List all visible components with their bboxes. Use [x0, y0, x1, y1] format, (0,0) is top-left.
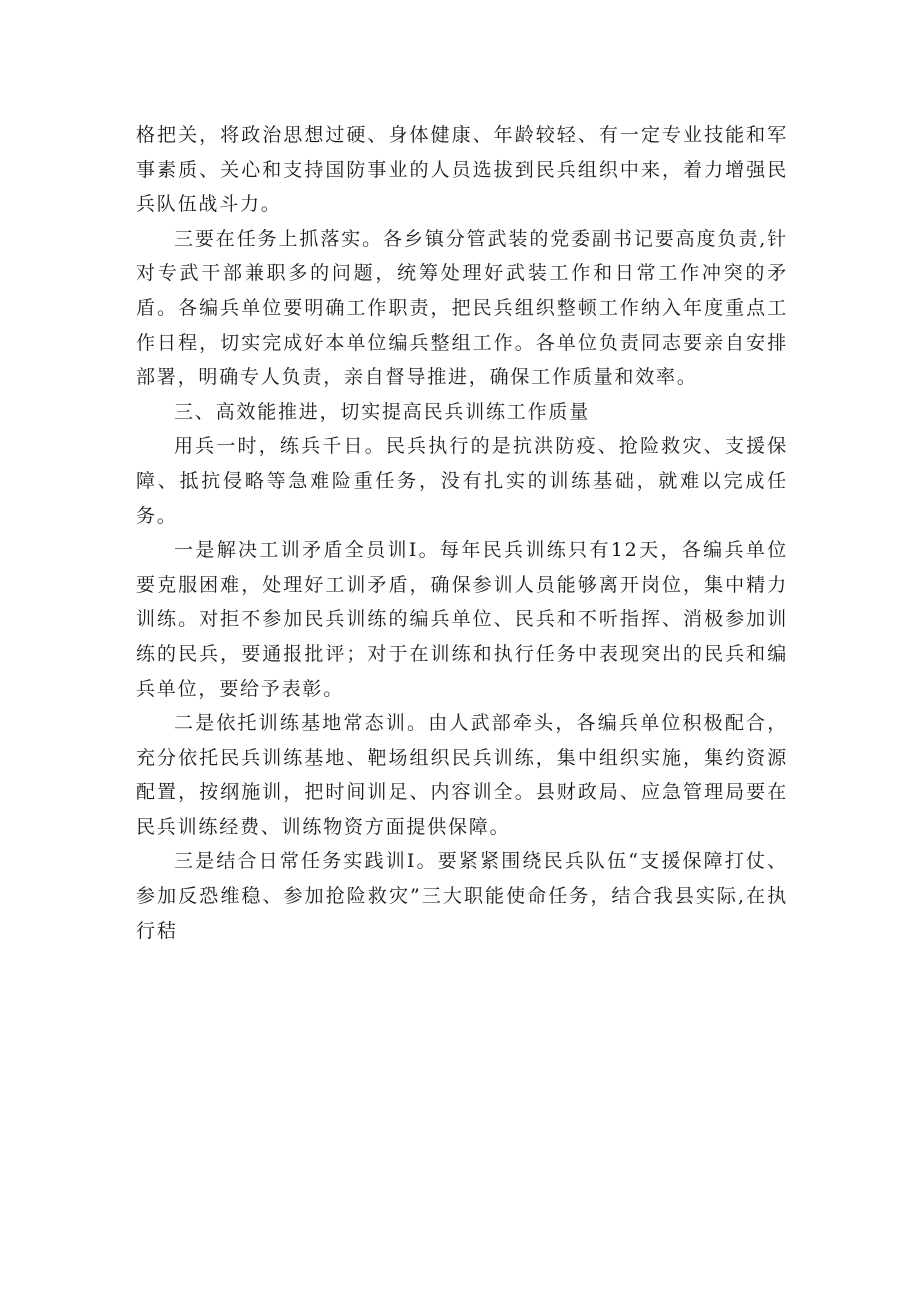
document-body	[136, 118, 788, 948]
paragraph-6: 二是依托训练基地常态训。由人武部牵头，各编兵单位积极配合，充分依托民兵训练基地、靶场组织民兵训练，集中组织实施，集约资源配置，按纲施训，把时间训足、内容训全。县财政局、应急管理局要在民兵训练经费、训练物资方面提供保障。	[136, 712, 788, 838]
paragraph-2: 三要在任务上抓落实。各乡镇分管武装的党委副书记要高度负责,针对专武干部兼职多的问题，统筹处理好武装工作和日常工作冲突的矛盾。各编兵单位要明确工作职责，把民兵组织整顿工作纳入年度重点工作日程，切实完成好本单位编兵整组工作。各单位负责同志要亲自安排部署，明确专人负责，亲自督导推进，确保工作质量和效率。	[136, 227, 788, 389]
paragraph-7: 三是结合日常任务实践训Ⅰ。要紧紧围绕民兵队伍“支援保障打仗、参加反恐维稳、参加抢险救灾”三大职能使命任务，结合我县实际,在执行秸	[136, 850, 788, 942]
paragraph-1: 格把关，将政治思想过硬、身体健康、年龄较轻、有一定专业技能和军事素质、关心和支持国防事业的人员选拔到民兵组织中来，着力增强民兵队伍战斗力。	[136, 124, 788, 216]
paragraph-5: 一是解决工训矛盾全员训Ⅰ。每年民兵训练只有12天，各编兵单位要克服困难，处理好工训矛盾，确保参训人员能够离开岗位，集中精力训练。对拒不参加民兵训练的编兵单位、民兵和不听指挥、消极参加训练的民兵，要通报批评；对于在训练和执行任务中表现突出的民兵和编兵单位，要给予表彰。	[136, 539, 788, 700]
section-heading-3: 三、高效能推进，切实提高民兵训练工作质量	[174, 400, 591, 423]
paragraph-4: 用兵一时，练兵千日。民兵执行的是抗洪防疫、抢险救灾、支援保障、抵抗侵略等急难险重任务，没有扎实的训练基础，就难以完成任务。	[136, 435, 788, 527]
